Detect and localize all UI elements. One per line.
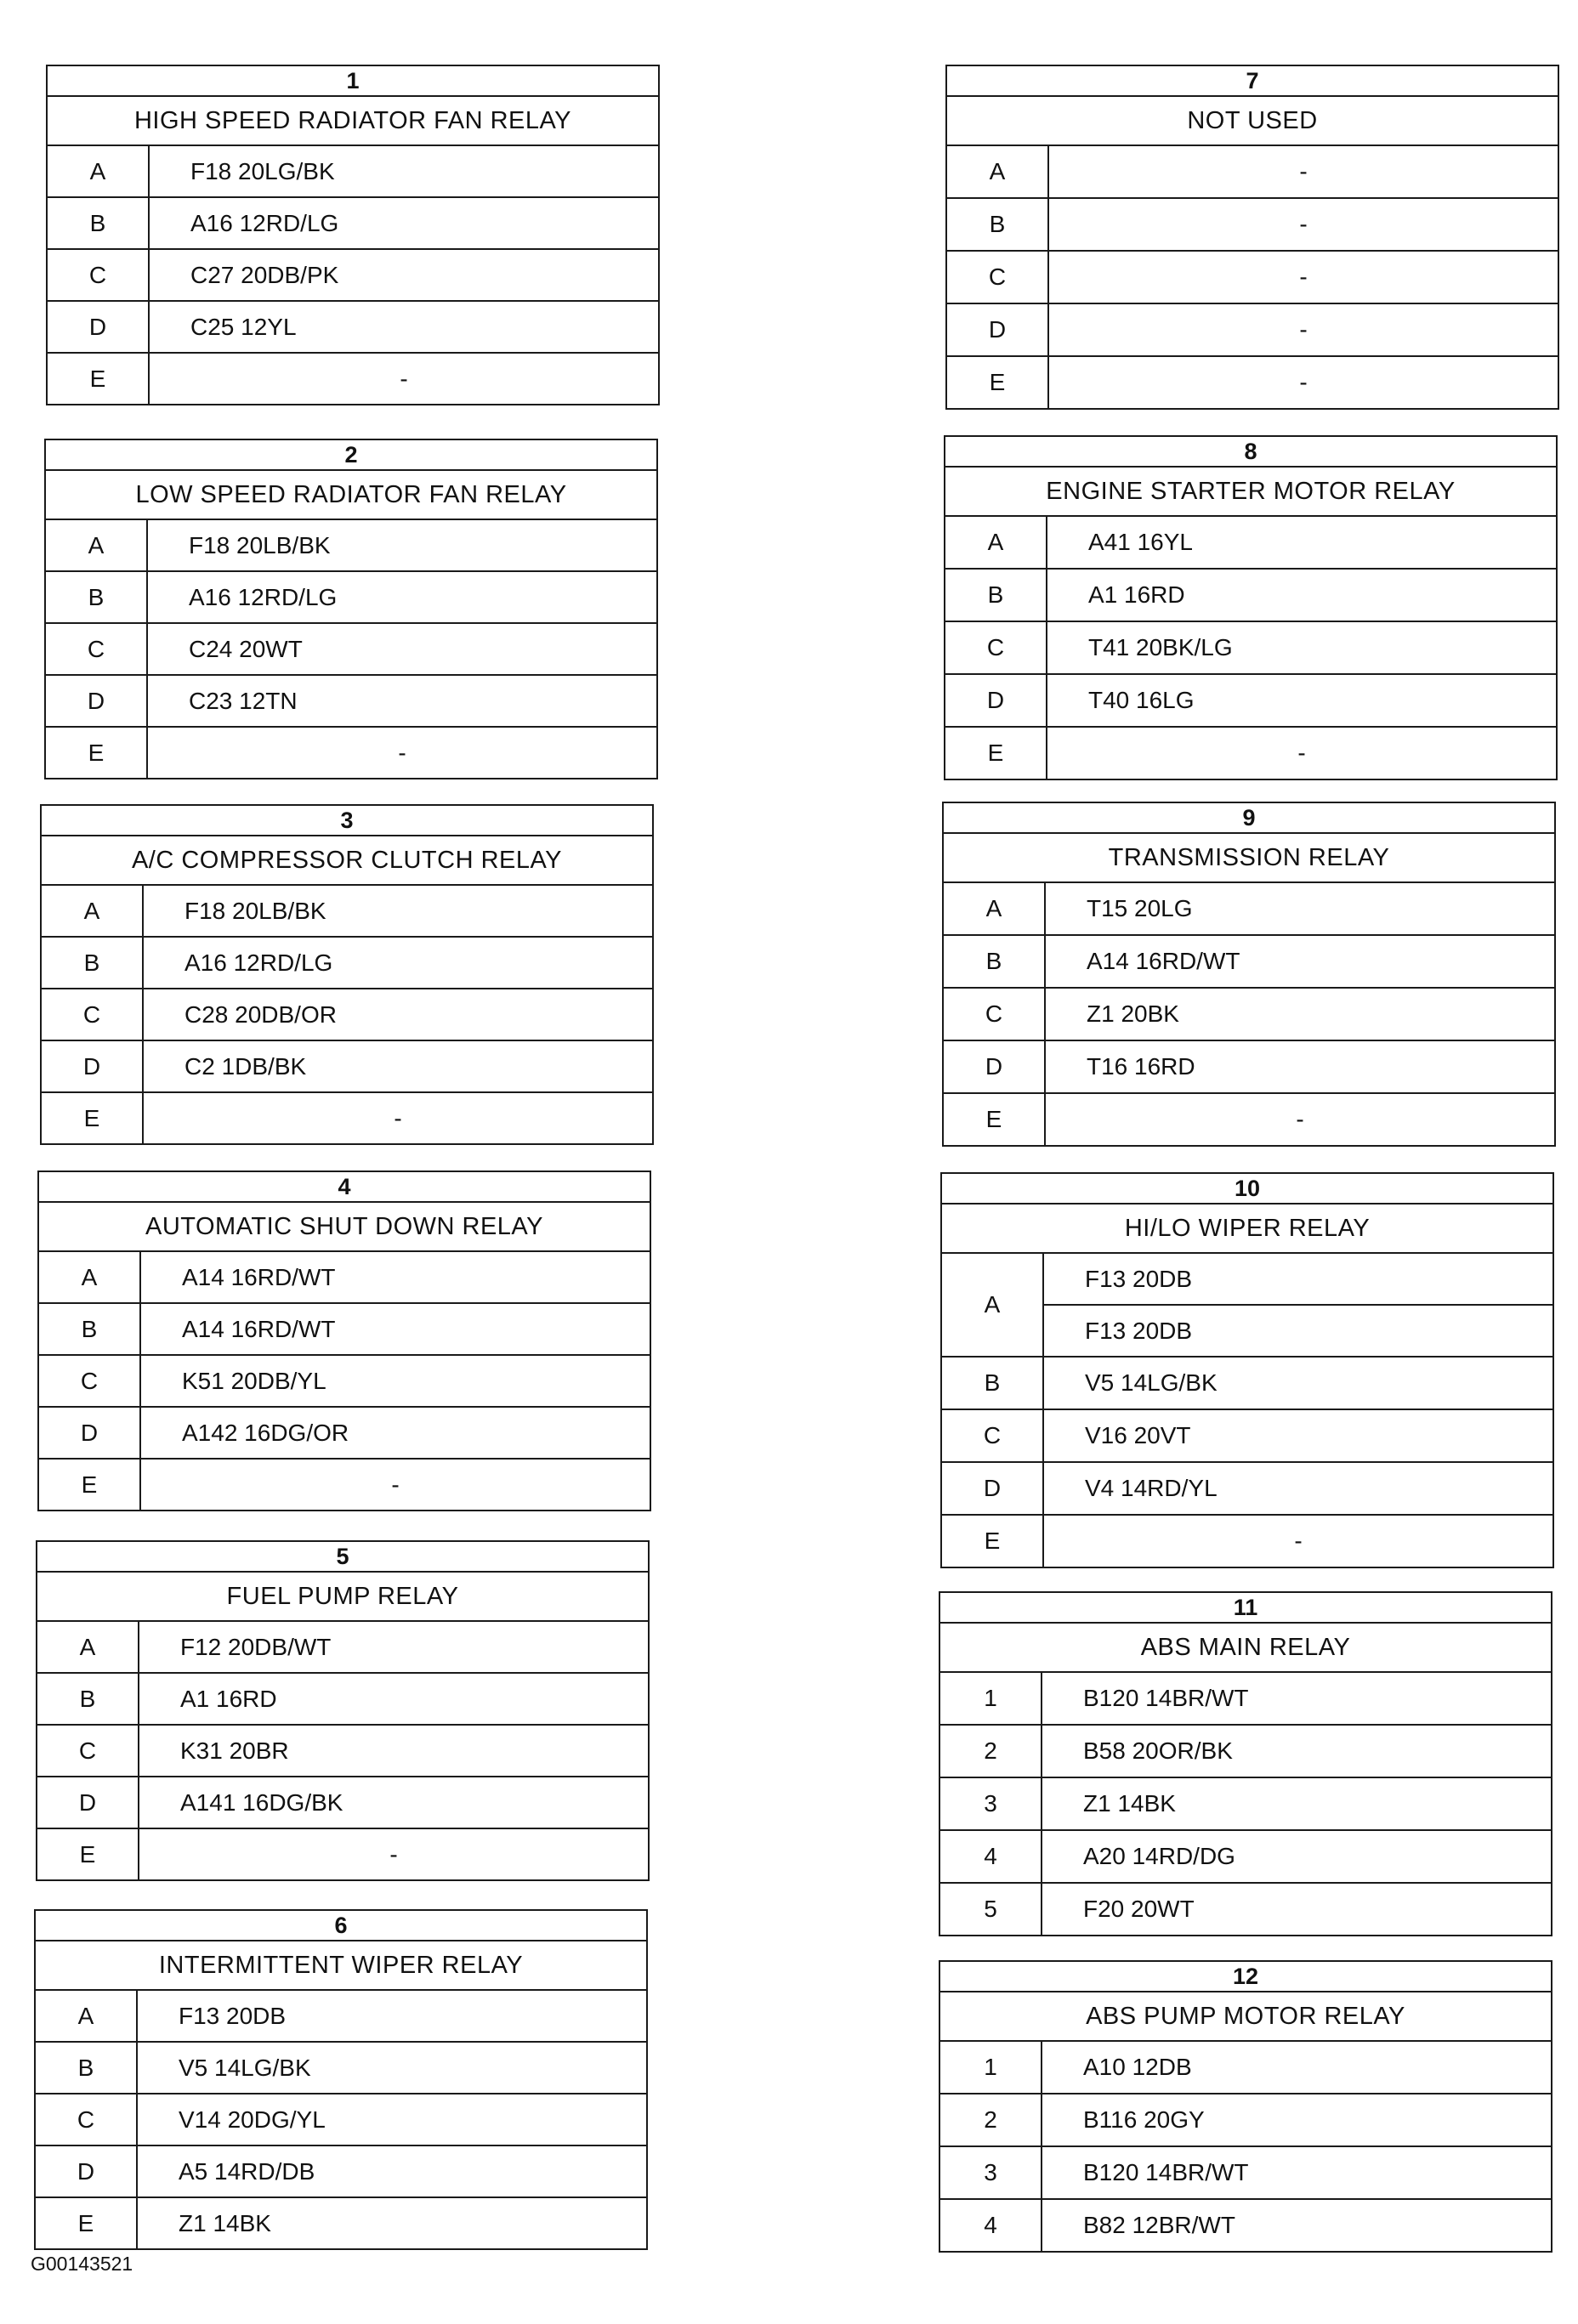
wire-code: C25 12YL [190, 313, 297, 340]
wire-cell [139, 1777, 648, 1828]
table-row [942, 1358, 1552, 1410]
table-row [945, 675, 1556, 728]
table-row [37, 1674, 648, 1726]
relay-table-2 [44, 439, 658, 779]
table-row [944, 1041, 1554, 1094]
pin-label: C [944, 989, 1046, 1040]
wire-cell [1042, 1726, 1551, 1777]
table-row [942, 1254, 1552, 1358]
wire-code: C24 20WT [189, 635, 303, 662]
wire-cell [1044, 1410, 1552, 1461]
table-row [42, 1041, 652, 1093]
pin-label: C [36, 2094, 138, 2145]
wire-code: K31 20BR [180, 1737, 289, 1764]
wire-cell [141, 1252, 650, 1302]
wire-code: A10 12DB [1083, 2054, 1192, 2080]
wire-cell [144, 989, 652, 1040]
wire-cell [138, 1991, 646, 2041]
table-row [945, 570, 1556, 622]
relay-title: ABS PUMP MOTOR RELAY [940, 1992, 1551, 2042]
wire-code: F13 20DB [1085, 1265, 1193, 1292]
relay-number: 3 [42, 806, 652, 836]
table-row [942, 1516, 1552, 1567]
pin-label: D [947, 304, 1049, 355]
wire-cell [1046, 1094, 1554, 1145]
pin-label: A [37, 1622, 139, 1672]
pin-label: A [947, 146, 1049, 197]
table-row [945, 517, 1556, 570]
wire-cell [144, 886, 652, 936]
table-row [947, 357, 1558, 408]
relay-table-5 [36, 1540, 650, 1881]
wire-code: B82 12BR/WT [1083, 2212, 1235, 2238]
wire-cell [150, 250, 658, 300]
pin-rows [39, 1252, 650, 1510]
table-row [48, 198, 658, 250]
table-row [942, 1463, 1552, 1516]
table-row [940, 2042, 1551, 2094]
relay-table-3 [40, 804, 654, 1145]
pin-rows [942, 1254, 1552, 1567]
table-row [48, 146, 658, 198]
relay-table-11 [939, 1591, 1552, 1936]
pin-rows [947, 146, 1558, 408]
pin-label: B [944, 936, 1046, 987]
wire-code: V14 20DG/YL [179, 2106, 326, 2133]
pin-label: B [36, 2043, 138, 2093]
wire-cell [1042, 2042, 1551, 2093]
table-row [940, 1726, 1551, 1778]
wire-cell [1049, 146, 1558, 197]
relay-title: INTERMITTENT WIPER RELAY [36, 1941, 646, 1991]
relay-table-1 [46, 65, 660, 405]
wire-cell [144, 1041, 652, 1091]
wire-cell [1049, 357, 1558, 408]
wire-cell [1047, 517, 1556, 568]
pin-label: A [42, 886, 144, 936]
wire-code: F13 20DB [179, 2002, 287, 2029]
wire-code: - [400, 365, 408, 392]
wire-code: Z1 20BK [1087, 1000, 1179, 1027]
table-row [42, 989, 652, 1041]
relay-title: A/C COMPRESSOR CLUTCH RELAY [42, 836, 652, 886]
wire-code: B116 20GY [1083, 2106, 1205, 2133]
relay-number: 2 [46, 440, 656, 471]
table-row [39, 1356, 650, 1408]
relay-title: HIGH SPEED RADIATOR FAN RELAY [48, 97, 658, 146]
wire-code: Z1 14BK [179, 2209, 271, 2236]
wire-code: F18 20LB/BK [184, 897, 326, 924]
wire-cell [139, 1829, 648, 1879]
wire-code: A16 12RD/LG [184, 949, 333, 976]
table-row [940, 2147, 1551, 2200]
pin-label: C [942, 1410, 1044, 1461]
wire-cell [141, 1460, 650, 1510]
relay-title: NOT USED [947, 97, 1558, 146]
wire-cell [148, 728, 656, 778]
relay-number: 9 [944, 803, 1554, 834]
pin-rows [940, 2042, 1551, 2251]
wire-cell [150, 354, 658, 404]
table-row [37, 1829, 648, 1879]
relay-title: ABS MAIN RELAY [940, 1624, 1551, 1673]
wire-code: T16 16RD [1087, 1053, 1195, 1080]
relay-title: FUEL PUMP RELAY [37, 1573, 648, 1622]
pin-label: 1 [940, 2042, 1042, 2093]
relay-number: 5 [37, 1542, 648, 1573]
table-row [42, 886, 652, 938]
table-row [940, 2094, 1551, 2147]
wire-code: V5 14LG/BK [1085, 1369, 1218, 1396]
wire-cell [1042, 1884, 1551, 1935]
wire-cell [1046, 936, 1554, 987]
table-row [944, 1094, 1554, 1145]
wire-code: Z1 14BK [1083, 1790, 1176, 1817]
pin-rows [46, 520, 656, 778]
wire-cell [1042, 2200, 1551, 2251]
pin-label: C [39, 1356, 141, 1406]
wire-cell [1047, 622, 1556, 673]
wire-cell [141, 1356, 650, 1406]
pin-label: E [945, 728, 1047, 779]
relay-title: ENGINE STARTER MOTOR RELAY [945, 468, 1556, 517]
wire-code: A5 14RD/DB [179, 2157, 315, 2185]
wire-cell [1046, 883, 1554, 934]
pin-rows [945, 517, 1556, 779]
pin-label: 4 [940, 1831, 1042, 1882]
wire-cell [148, 676, 656, 726]
wire-code: A14 16RD/WT [182, 1315, 336, 1342]
pin-label: E [48, 354, 150, 404]
pin-label: 1 [940, 1673, 1042, 1724]
wire-cell [1042, 1673, 1551, 1724]
table-row [36, 2094, 646, 2146]
pin-label: B [48, 198, 150, 248]
pin-label: E [37, 1829, 139, 1879]
relay-number: 1 [48, 66, 658, 97]
relay-table-7 [945, 65, 1559, 410]
wire-code: A16 12RD/LG [190, 209, 339, 236]
table-row [42, 938, 652, 989]
pin-label: D [36, 2146, 138, 2196]
pin-label: 2 [940, 2094, 1042, 2145]
table-row [947, 199, 1558, 252]
pin-label: A [942, 1254, 1044, 1356]
table-row [46, 728, 656, 778]
table-row [947, 304, 1558, 357]
table-row [940, 2200, 1551, 2251]
table-row [48, 354, 658, 404]
wire-code: T15 20LG [1087, 895, 1193, 921]
wire-cell [138, 2146, 646, 2196]
relay-title: HI/LO WIPER RELAY [942, 1205, 1552, 1254]
relay-number: 10 [942, 1174, 1552, 1205]
wire-code: F20 20WT [1083, 1896, 1195, 1922]
wire-code: A16 12RD/LG [189, 583, 338, 610]
table-row [947, 146, 1558, 199]
pin-rows [36, 1991, 646, 2248]
pin-label: D [48, 302, 150, 352]
wire-cell [1042, 2147, 1551, 2198]
wire-cell [138, 2198, 646, 2248]
pin-rows [37, 1622, 648, 1879]
pin-label: B [46, 572, 148, 622]
wire-cell [1044, 1358, 1552, 1409]
table-row [944, 989, 1554, 1041]
wire-code: A1 16RD [1088, 581, 1185, 608]
wire-code: A14 16RD/WT [1087, 948, 1240, 974]
table-row [36, 2043, 646, 2094]
pin-label: A [46, 520, 148, 570]
pin-label: E [39, 1460, 141, 1510]
pin-label: 2 [940, 1726, 1042, 1777]
relay-number: 4 [39, 1172, 650, 1203]
wire-code: - [1297, 740, 1306, 766]
wire-cell [138, 2043, 646, 2093]
wire-code: - [398, 739, 406, 766]
pin-label: B [947, 199, 1049, 250]
wire-cell [1049, 304, 1558, 355]
table-row [42, 1093, 652, 1143]
pin-label: B [39, 1304, 141, 1354]
wire-cell [1042, 1831, 1551, 1882]
relay-table-9 [942, 802, 1556, 1147]
pin-rows [944, 883, 1554, 1145]
wire-code: - [394, 1104, 402, 1131]
pin-label: 5 [940, 1884, 1042, 1935]
wire-cell [150, 146, 658, 196]
pin-label: D [42, 1041, 144, 1091]
figure-id: G00143521 [31, 2253, 133, 2275]
table-row [940, 1831, 1551, 1884]
pin-label: A [36, 1991, 138, 2041]
pin-label: B [37, 1674, 139, 1724]
wire-cell [1044, 1463, 1552, 1514]
wire-cell [1044, 1254, 1552, 1356]
relay-number: 8 [945, 437, 1556, 468]
wire-cell [150, 302, 658, 352]
table-row [947, 252, 1558, 304]
pin-label: A [48, 146, 150, 196]
wire-code: C2 1DB/BK [184, 1052, 307, 1080]
pin-label: B [42, 938, 144, 988]
pin-label: D [944, 1041, 1046, 1092]
wire-code: B58 20OR/BK [1083, 1737, 1233, 1764]
wire-cell [139, 1726, 648, 1776]
wire-code: A141 16DG/BK [180, 1788, 343, 1816]
wire-code: - [1299, 158, 1308, 184]
wire-cell [138, 2094, 646, 2145]
wire-code: V16 20VT [1085, 1422, 1191, 1448]
table-row [37, 1622, 648, 1674]
relay-number: 6 [36, 1911, 646, 1941]
wire-cell [148, 572, 656, 622]
wire-cell [139, 1622, 648, 1672]
wire-cell [1042, 1778, 1551, 1829]
wire-code: - [1299, 316, 1308, 343]
relay-number: 12 [940, 1962, 1551, 1992]
wire-code: - [1294, 1528, 1303, 1554]
table-row [940, 1884, 1551, 1935]
relay-title: LOW SPEED RADIATOR FAN RELAY [46, 471, 656, 520]
wire-cell [148, 624, 656, 674]
wire-code: T41 20BK/LG [1088, 634, 1233, 660]
table-row [944, 883, 1554, 936]
pin-label: B [945, 570, 1047, 621]
wire-cell [1049, 252, 1558, 303]
pin-label: D [37, 1777, 139, 1828]
wire-code: B120 14BR/WT [1083, 2159, 1249, 2185]
wire-cell [141, 1408, 650, 1458]
wire-code: F18 20LB/BK [189, 531, 331, 558]
pin-label: 3 [940, 2147, 1042, 2198]
table-row [46, 676, 656, 728]
wire-cell [139, 1674, 648, 1724]
wire-code: T40 16LG [1088, 687, 1195, 713]
pin-label: D [942, 1463, 1044, 1514]
wire-code: - [389, 1840, 398, 1868]
relay-number: 7 [947, 66, 1558, 97]
table-row [39, 1460, 650, 1510]
wire-code: F12 20DB/WT [180, 1633, 332, 1660]
table-row [36, 2198, 646, 2248]
wire-code: - [1296, 1106, 1304, 1132]
pin-label: C [37, 1726, 139, 1776]
pin-label: C [48, 250, 150, 300]
wire-cell [1046, 1041, 1554, 1092]
pin-label: E [36, 2198, 138, 2248]
wire-code: A142 16DG/OR [182, 1419, 349, 1446]
wire-code: V4 14RD/YL [1085, 1475, 1218, 1501]
pin-label: C [945, 622, 1047, 673]
table-row [39, 1252, 650, 1304]
relay-table-12 [939, 1960, 1552, 2253]
pin-rows [42, 886, 652, 1143]
pin-label: C [42, 989, 144, 1040]
wire-cell [148, 520, 656, 570]
relay-table-4 [37, 1171, 651, 1511]
table-row [48, 250, 658, 302]
relay-table-8 [944, 435, 1558, 780]
wire-code: K51 20DB/YL [182, 1367, 326, 1394]
wire-code: - [1299, 264, 1308, 290]
wire-code: C27 20DB/PK [190, 261, 339, 288]
pin-label: C [46, 624, 148, 674]
pin-label: A [945, 517, 1047, 568]
pin-label: A [944, 883, 1046, 934]
table-row [39, 1304, 650, 1356]
pin-label: D [46, 676, 148, 726]
pin-label: 3 [940, 1778, 1042, 1829]
relay-title: AUTOMATIC SHUT DOWN RELAY [39, 1203, 650, 1252]
wire-code: F13 20DB [1044, 1304, 1552, 1356]
table-row [36, 1991, 646, 2043]
pin-label: 4 [940, 2200, 1042, 2251]
table-row [46, 572, 656, 624]
relay-table-10 [940, 1172, 1554, 1568]
pin-label: D [945, 675, 1047, 726]
pin-label: E [944, 1094, 1046, 1145]
table-row [46, 624, 656, 676]
table-row [37, 1777, 648, 1829]
relay-table-6 [34, 1909, 648, 2250]
wire-cell [144, 938, 652, 988]
table-row [36, 2146, 646, 2198]
wire-cell [1047, 675, 1556, 726]
pin-label: E [942, 1516, 1044, 1567]
wire-code: F18 20LG/BK [190, 157, 335, 184]
pin-label: D [39, 1408, 141, 1458]
table-row [945, 728, 1556, 779]
table-row [942, 1410, 1552, 1463]
wire-code: C23 12TN [189, 687, 298, 714]
table-row [940, 1778, 1551, 1831]
wire-cell [1047, 570, 1556, 621]
wire-code: C28 20DB/OR [184, 1000, 337, 1028]
wire-code: V5 14LG/BK [179, 2054, 311, 2081]
pin-label: C [947, 252, 1049, 303]
wire-code: A41 16YL [1088, 529, 1193, 555]
wire-cell [1049, 199, 1558, 250]
pin-rows [48, 146, 658, 404]
wire-code: - [391, 1471, 400, 1498]
table-row [48, 302, 658, 354]
wire-code: A14 16RD/WT [182, 1263, 336, 1290]
wire-cell [150, 198, 658, 248]
wire-cell [1042, 2094, 1551, 2145]
pin-label: E [947, 357, 1049, 408]
table-row [39, 1408, 650, 1460]
table-row [945, 622, 1556, 675]
wire-cell [144, 1093, 652, 1143]
pin-label: E [46, 728, 148, 778]
relay-title: TRANSMISSION RELAY [944, 834, 1554, 883]
wire-cell [1047, 728, 1556, 779]
wire-cell [1046, 989, 1554, 1040]
wire-code: B120 14BR/WT [1083, 1685, 1249, 1711]
wire-code: A20 14RD/DG [1083, 1843, 1235, 1869]
pin-label: E [42, 1093, 144, 1143]
pin-label: B [942, 1358, 1044, 1409]
pin-rows [940, 1673, 1551, 1935]
wire-cell [1044, 1516, 1552, 1567]
table-row [46, 520, 656, 572]
pin-label: A [39, 1252, 141, 1302]
wire-code: - [1299, 369, 1308, 395]
table-row [944, 936, 1554, 989]
table-row [940, 1673, 1551, 1726]
table-row [37, 1726, 648, 1777]
relay-number: 11 [940, 1593, 1551, 1624]
wire-code: - [1299, 211, 1308, 237]
wire-cell [141, 1304, 650, 1354]
wire-code: A1 16RD [180, 1685, 277, 1712]
